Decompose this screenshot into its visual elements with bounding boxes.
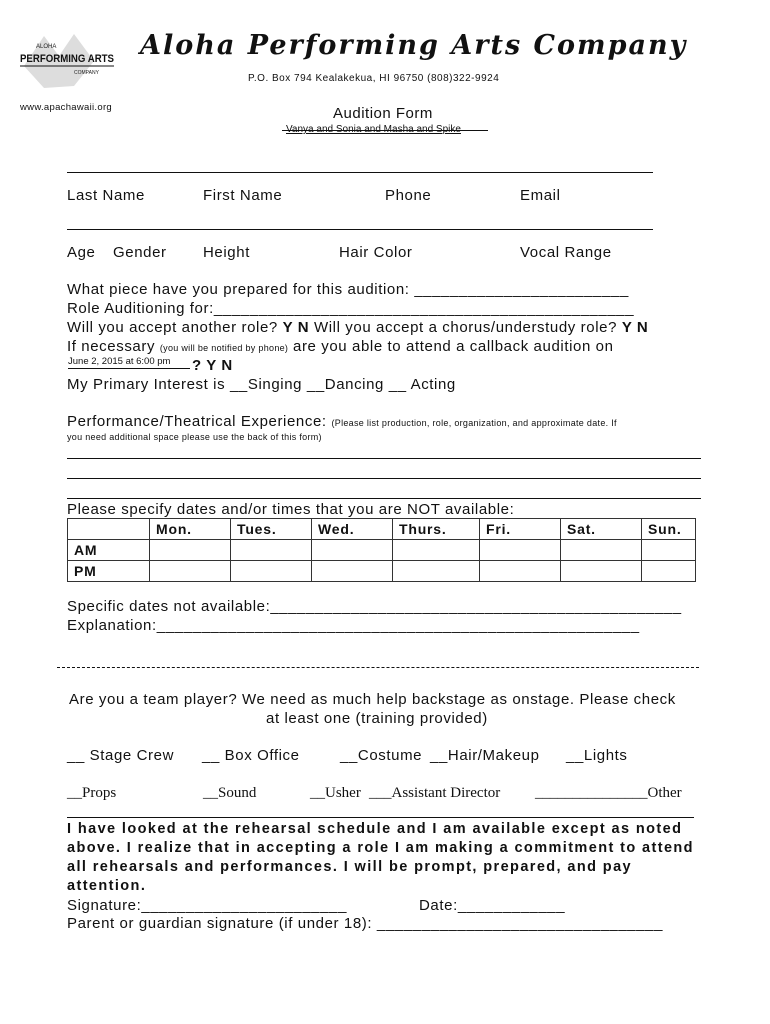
- label-first-name: First Name: [203, 187, 283, 204]
- row-pm-label: PM: [68, 561, 150, 582]
- callback-label: are you able to attend a callback audition on: [293, 338, 614, 355]
- label-height: Height: [203, 244, 250, 261]
- question-callback: [67, 338, 614, 355]
- question-interest[interactable]: My Primary Interest is __Singing __Dancing __ Acting: [67, 376, 456, 393]
- experience-line-1[interactable]: [67, 458, 701, 459]
- day-tue: Tues.: [231, 519, 312, 540]
- day-fri: Fri.: [480, 519, 561, 540]
- experience-note: (Please list production, role, organization, and approximate date. If: [331, 418, 617, 428]
- accept-chorus-yn[interactable]: Y N: [621, 319, 649, 336]
- cell-pm-sat[interactable]: [561, 561, 642, 582]
- svg-text:ALOHA: ALOHA: [36, 44, 57, 50]
- option-lights[interactable]: __Lights: [566, 747, 628, 764]
- label-hair-color: Hair Color: [339, 244, 413, 261]
- option-box-office[interactable]: __ Box Office: [202, 747, 300, 764]
- accept-chorus-label: Will you accept a chorus/understudy role?: [313, 319, 618, 336]
- if-necessary-label: If necessary: [67, 338, 156, 355]
- option-other[interactable]: _______________Other: [535, 785, 682, 801]
- callback-date: June 2, 2015 at 6:00 pm: [68, 356, 190, 369]
- signature-field[interactable]: Signature:_______________________: [67, 897, 348, 914]
- accept-role-yn[interactable]: Y N: [282, 319, 310, 336]
- cell-am-thu[interactable]: [393, 540, 480, 561]
- question-role[interactable]: Role Auditioning for:_______________________________________________: [67, 300, 635, 317]
- availability-row-pm: [68, 561, 696, 582]
- team-question-2: at least one (training provided): [266, 710, 488, 727]
- cell-pm-wed[interactable]: [312, 561, 393, 582]
- cell-am-fri[interactable]: [480, 540, 561, 561]
- label-last-name: Last Name: [67, 187, 145, 204]
- experience-heading: [67, 413, 617, 430]
- callback-yn[interactable]: ? Y N: [192, 357, 233, 374]
- cell-pm-sun[interactable]: [642, 561, 696, 582]
- cell-am-sat[interactable]: [561, 540, 642, 561]
- day-sun: Sun.: [642, 519, 696, 540]
- company-logo: [14, 26, 124, 96]
- option-costume[interactable]: __Costume: [340, 747, 423, 764]
- availability-row-am: [68, 540, 696, 561]
- certification-text: I have looked at the rehearsal schedule and I am available except as noted above. I realize that in accepting a role I am making a commitment to attend all rehearsals and performances. I will be prompt, prepared, and pay attention.: [67, 821, 694, 894]
- option-usher[interactable]: __Usher: [310, 785, 361, 801]
- day-thu: Thurs.: [393, 519, 480, 540]
- option-assistant-director[interactable]: ___Assistant Director: [369, 785, 501, 801]
- show-name: Vanya and Sonia and Masha and Spike: [286, 124, 461, 135]
- cell-pm-tue[interactable]: [231, 561, 312, 582]
- cell-am-wed[interactable]: [312, 540, 393, 561]
- website-link[interactable]: www.apachawaii.org: [20, 102, 112, 113]
- parent-signature-field[interactable]: Parent or guardian signature (if under 18): ________________________________: [67, 915, 664, 932]
- label-phone: Phone: [385, 187, 432, 204]
- cell-am-sun[interactable]: [642, 540, 696, 561]
- day-mon: Mon.: [150, 519, 231, 540]
- svg-text:PERFORMING ARTS: PERFORMING ARTS: [20, 53, 114, 65]
- option-props[interactable]: __Props: [67, 785, 117, 801]
- form-title: Audition Form: [333, 105, 433, 122]
- other-line[interactable]: [67, 817, 694, 818]
- experience-line-2[interactable]: [67, 478, 701, 479]
- cell-am-tue[interactable]: [231, 540, 312, 561]
- explanation-field[interactable]: Explanation:______________________________________________________: [67, 617, 640, 634]
- option-sound[interactable]: __Sound: [203, 785, 257, 801]
- availability-table: [67, 518, 696, 582]
- corner-cell: [68, 519, 150, 540]
- cell-am-mon[interactable]: [150, 540, 231, 561]
- svg-text:COMPANY: COMPANY: [74, 70, 99, 76]
- day-wed: Wed.: [312, 519, 393, 540]
- experience-note-2: you need additional space please use the back of this form): [67, 432, 322, 442]
- label-gender: Gender: [113, 244, 167, 261]
- specific-dates-field[interactable]: Specific dates not available:______________________________________________: [67, 598, 682, 615]
- company-address: P.O. Box 794 Kealakekua, HI 96750 (808)322-9924: [248, 73, 500, 84]
- day-sat: Sat.: [561, 519, 642, 540]
- date-field[interactable]: Date:____________: [419, 897, 566, 914]
- question-piece[interactable]: What piece have you prepared for this audition: ________________________: [67, 281, 629, 298]
- team-question: Are you a team player? We need as much help backstage as onstage. Please check: [69, 691, 676, 708]
- cell-pm-fri[interactable]: [480, 561, 561, 582]
- availability-header-row: [68, 519, 696, 540]
- option-stage-crew[interactable]: __ Stage Crew: [67, 747, 175, 764]
- availability-label: Please specify dates and/or times that you are NOT available:: [67, 501, 515, 518]
- notified-note: (you will be notified by phone): [159, 343, 289, 353]
- company-title: Aloha Performing Arts Company: [140, 30, 688, 61]
- label-email: Email: [520, 187, 561, 204]
- row-am-label: AM: [68, 540, 150, 561]
- question-accept-role: [67, 319, 648, 336]
- label-age: Age: [67, 244, 96, 261]
- label-vocal-range: Vocal Range: [520, 244, 612, 261]
- cell-pm-mon[interactable]: [150, 561, 231, 582]
- option-hair-makeup[interactable]: __Hair/Makeup: [430, 747, 540, 764]
- cell-pm-thu[interactable]: [393, 561, 480, 582]
- experience-line-3[interactable]: [67, 498, 701, 499]
- experience-label: Performance/Theatrical Experience:: [67, 413, 327, 430]
- name-contact-line[interactable]: [67, 172, 653, 173]
- section-divider: [57, 667, 699, 668]
- details-line[interactable]: [67, 229, 653, 230]
- accept-role-label: Will you accept another role?: [67, 319, 278, 336]
